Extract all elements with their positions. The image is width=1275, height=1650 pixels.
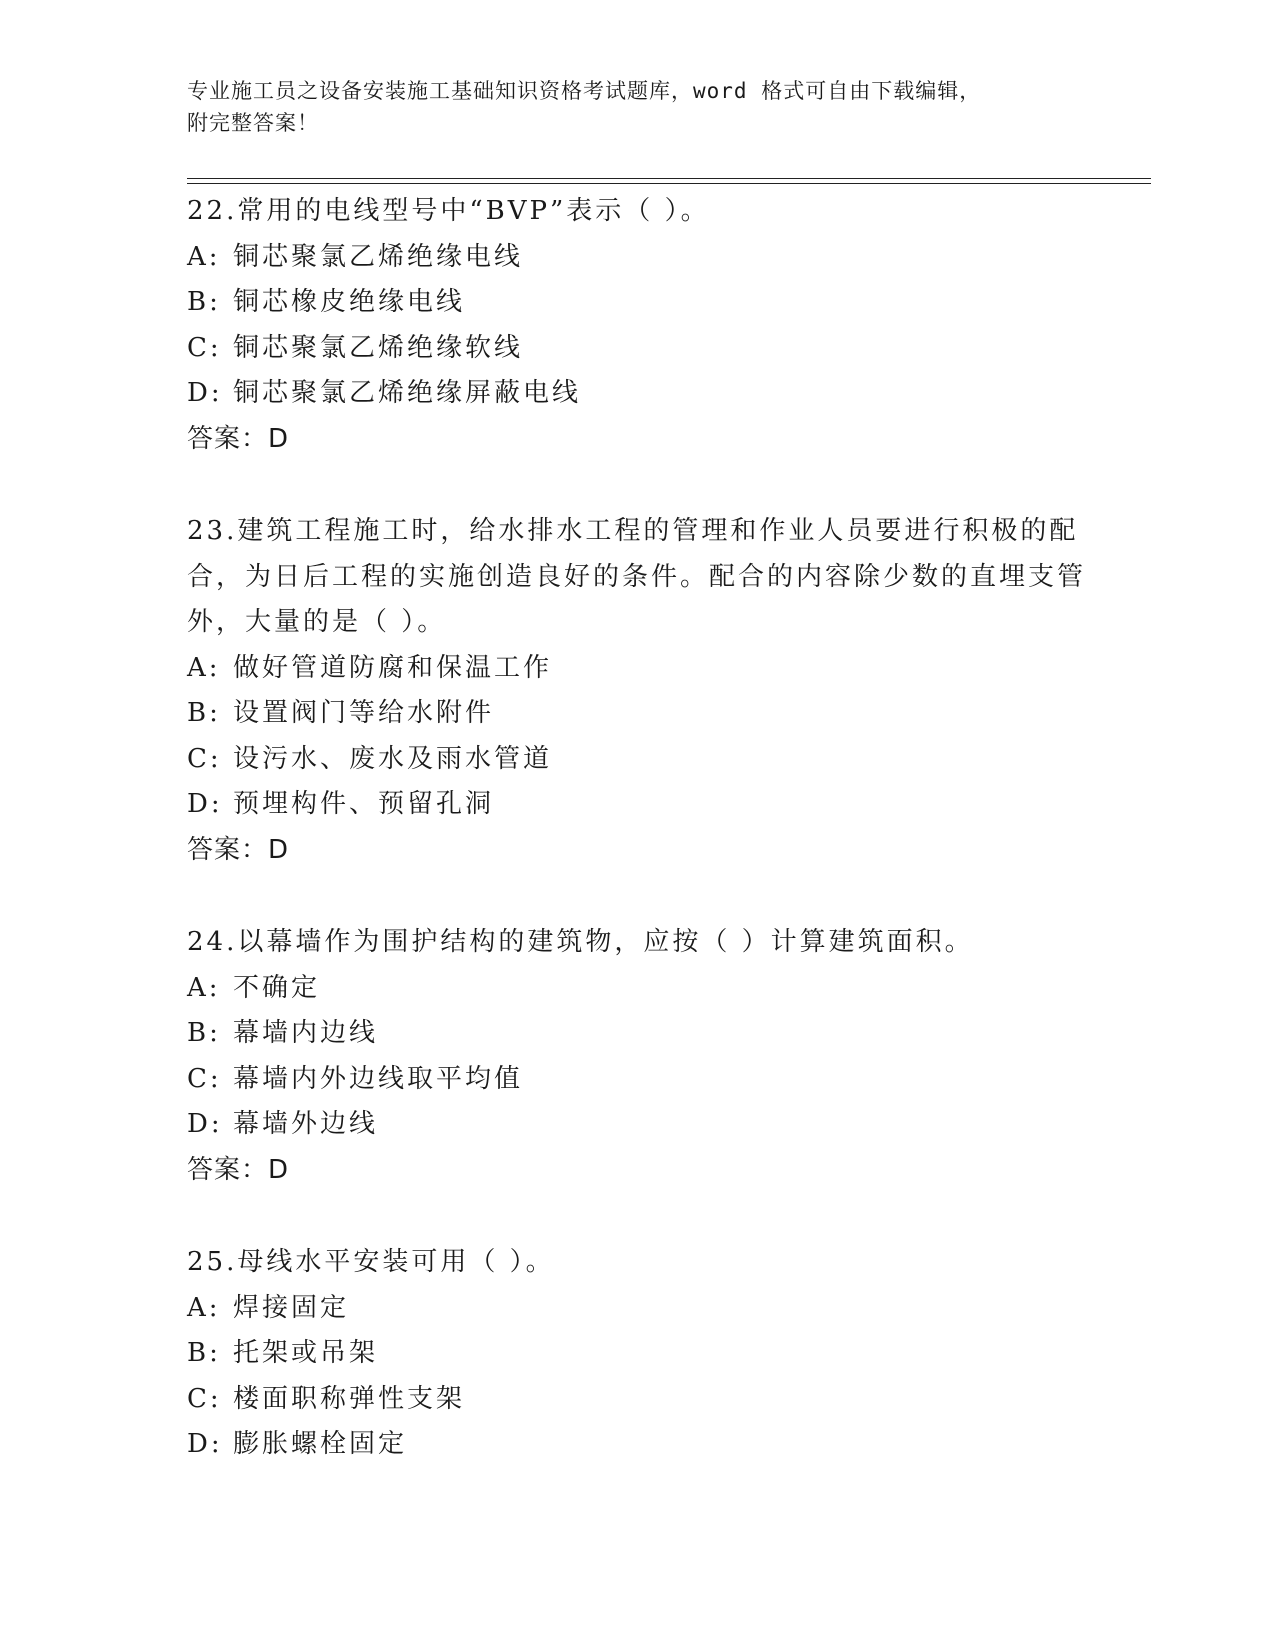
option-text: 设置阀门等给水附件	[233, 698, 495, 728]
question-block	[187, 509, 1087, 873]
answer-key: 答案：D	[187, 423, 290, 454]
option-letter: B:	[187, 1338, 221, 1368]
option-letter: A:	[187, 241, 221, 272]
option-letter: B:	[187, 1018, 221, 1048]
header-divider-top	[187, 178, 1151, 179]
option-text: 托架或吊架	[233, 1338, 379, 1368]
answer-option	[187, 371, 1087, 417]
answer-option	[187, 326, 1087, 372]
option-text: 铜芯聚氯乙烯绝缘软线	[233, 332, 524, 363]
option-text: 楼面职称弹性支架	[233, 1383, 466, 1414]
answer-option	[187, 1057, 1087, 1103]
option-text: 设污水、废水及雨水管道	[233, 743, 553, 774]
answer-option	[187, 1102, 1087, 1148]
header-line-1: 专业施工员之设备安装施工基础知识资格考试题库，word 格式可自由下载编辑，	[187, 79, 982, 103]
answer-option	[187, 782, 1087, 828]
question-stem: 24.以幕墙作为围护结构的建筑物，应按（ ）计算建筑面积。	[187, 927, 974, 957]
option-letter: A:	[187, 972, 221, 1003]
answer-option	[187, 280, 1087, 326]
header-divider-bottom	[187, 183, 1151, 184]
option-letter: C:	[187, 332, 222, 363]
option-text: 幕墙内外边线取平均值	[233, 1063, 524, 1094]
answer-option	[187, 1377, 1087, 1423]
option-text: 铜芯橡皮绝缘电线	[233, 287, 466, 317]
answer-key: 答案：D	[187, 1154, 290, 1185]
option-text: 幕墙外边线	[233, 1109, 379, 1139]
option-letter: D:	[187, 1109, 223, 1139]
question-stem: 23.建筑工程施工时，给水排水工程的管理和作业人员要进行积极的配合，为日后工程的实施创造良好的条件。配合的内容除少数的直埋支管外，大量的是（ ）。	[187, 516, 1087, 637]
option-letter: B:	[187, 287, 221, 317]
answer-option	[187, 1422, 1087, 1468]
option-text: 预埋构件、预留孔洞	[233, 789, 495, 819]
option-letter: A:	[187, 1292, 221, 1323]
question-stem: 22.常用的电线型号中“BVP”表示（ ）。	[187, 196, 710, 226]
option-text: 焊接固定	[233, 1292, 350, 1323]
option-letter: C:	[187, 743, 222, 774]
question-block	[187, 189, 1087, 462]
option-letter: D:	[187, 789, 223, 819]
option-text: 做好管道防腐和保温工作	[233, 652, 553, 683]
option-letter: D:	[187, 1429, 223, 1459]
answer-option	[187, 1011, 1087, 1057]
option-letter: D:	[187, 378, 223, 408]
option-text: 膨胀螺栓固定	[233, 1429, 408, 1459]
question-list	[187, 189, 1087, 1515]
option-letter: C:	[187, 1383, 222, 1414]
option-text: 幕墙内边线	[233, 1018, 379, 1048]
answer-option	[187, 691, 1087, 737]
answer-option	[187, 235, 1087, 281]
option-letter: B:	[187, 698, 221, 728]
question-block	[187, 920, 1087, 1193]
option-letter: A:	[187, 652, 221, 683]
question-block	[187, 1240, 1087, 1468]
option-text: 铜芯聚氯乙烯绝缘电线	[233, 241, 524, 272]
header-line-2: 附完整答案！	[187, 111, 319, 135]
answer-option	[187, 966, 1087, 1012]
answer-option	[187, 1286, 1087, 1332]
answer-option	[187, 1331, 1087, 1377]
answer-key: 答案：D	[187, 834, 290, 865]
option-text: 铜芯聚氯乙烯绝缘屏蔽电线	[233, 378, 582, 408]
answer-option	[187, 737, 1087, 783]
answer-option	[187, 646, 1087, 692]
document-header	[187, 75, 1087, 139]
option-letter: C:	[187, 1063, 222, 1094]
option-text: 不确定	[233, 972, 321, 1003]
question-stem: 25.母线水平安装可用（ ）。	[187, 1247, 555, 1277]
